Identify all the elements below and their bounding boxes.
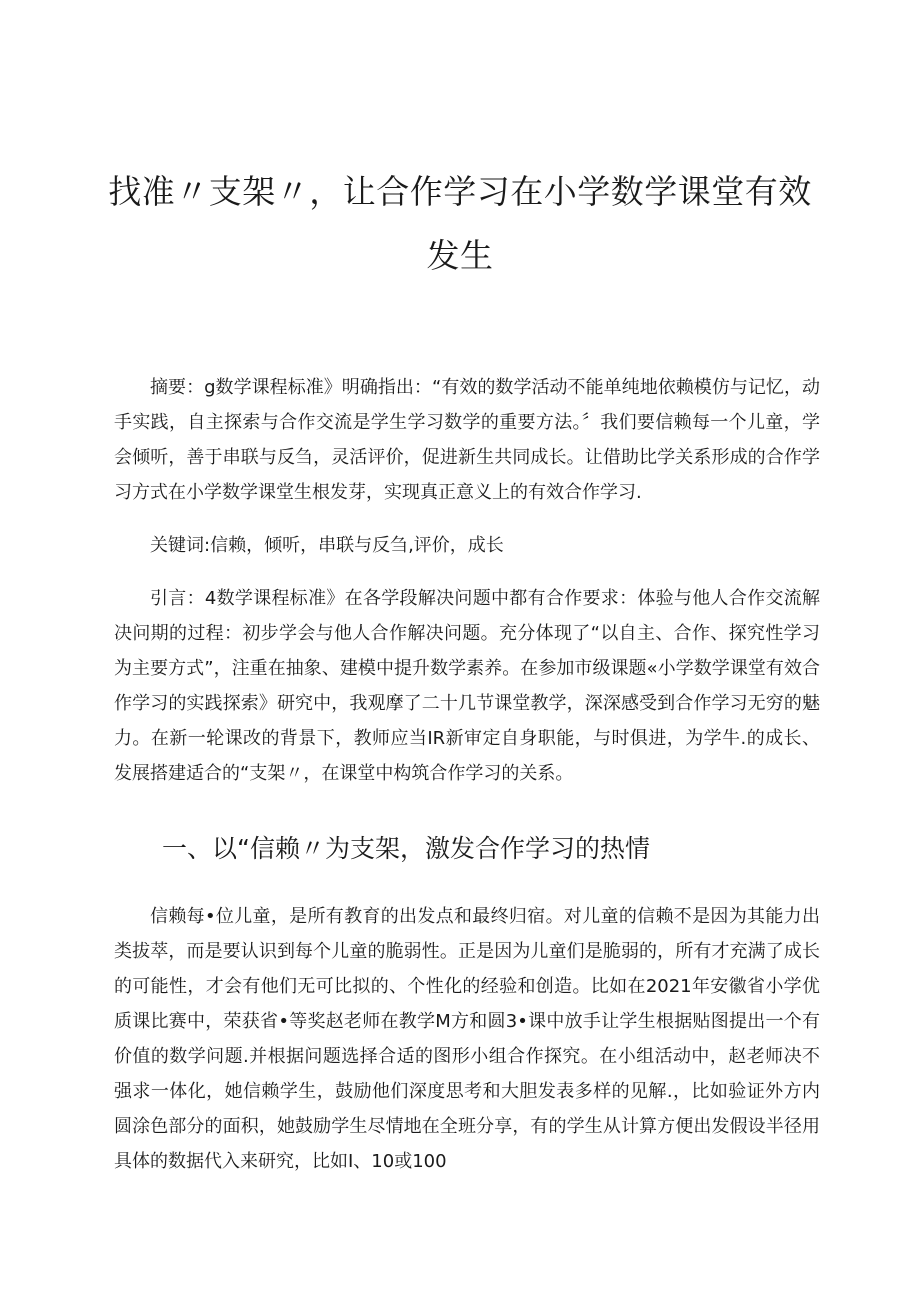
- document-body: [114, 370, 820, 1179]
- section-1-paragraph: 信赖每•位儿童，是所有教育的出发点和最终归宿。对儿童的信赖不是因为其能力出类拔萃，而是要认识到每个儿童的脆弱性。正是因为儿童们是脆弱的，所有才充满了成长的可能性，才会有他们无可比拟的、个性化的经验和创造。比如在2021年安徽省小学优质课比赛中，荣获省•等奖赵老师在教学M方和圆3•课中放手让学生根据贴图提出一个有价值的数学问题.并根据问题选择合适的图形小组合作探究。在小组活动中，赵老师决不强求一体化，她信赖学生，鼓励他们深度思考和大胆发表多样的见解.，比如验证外方内圆涂色部分的面积，她鼓励学生尽情地在全班分享，有的学生从计算方便出发假设半径用具体的数据代入来研究，比如I、10或100: [114, 906, 820, 1172]
- keywords-paragraph: 关键词:信赖，倾听，串联与反刍,评价，成长: [150, 535, 504, 556]
- document-title-line-2: 发生: [426, 236, 494, 275]
- title-block: [60, 160, 860, 288]
- intro-paragraph: 引言：4数学课程标准》在各学段解决问题中都有合作要求：体验与他人合作交流解决问期的过程：初步学会与他人合作解决问题。充分体现了“以自主、合作、探究性学习为主要方式”，注重在抽象、建模中提升数学素养。在参加市级课题«小学数学课堂有效合作学习的实践探索》研究中，我观摩了二十几节课堂教学，深深感受到合作学习无穷的魅力。在新一轮课改的背景下，教师应当IR新审定自身职能，与时俱进，为学牛.的成长、发展搭建适合的“支架〃，在课堂中构筑合作学习的关系。: [114, 588, 820, 784]
- document-title-line-1: 找准〃支架〃，让合作学习在小学数学课堂有效: [108, 172, 812, 211]
- abstract-paragraph: 摘要：g数学课程标准》明确指出：“有效的数学活动不能单纯地依赖模仿与记忆，动手实践，自主探索与合作交流是学生学习数学的重要方法。〞我们要信赖每一个儿童，学会倾听，善于串联与反刍，灵活评价，促进新生共同成长。让借助比学关系形成的合作学习方式在小学数学课堂生根发芽，实现真正意义上的有效合作学习.: [114, 377, 820, 503]
- section-1-heading: 一、以“信赖〃为支架，激发合作学习的热情: [162, 834, 650, 863]
